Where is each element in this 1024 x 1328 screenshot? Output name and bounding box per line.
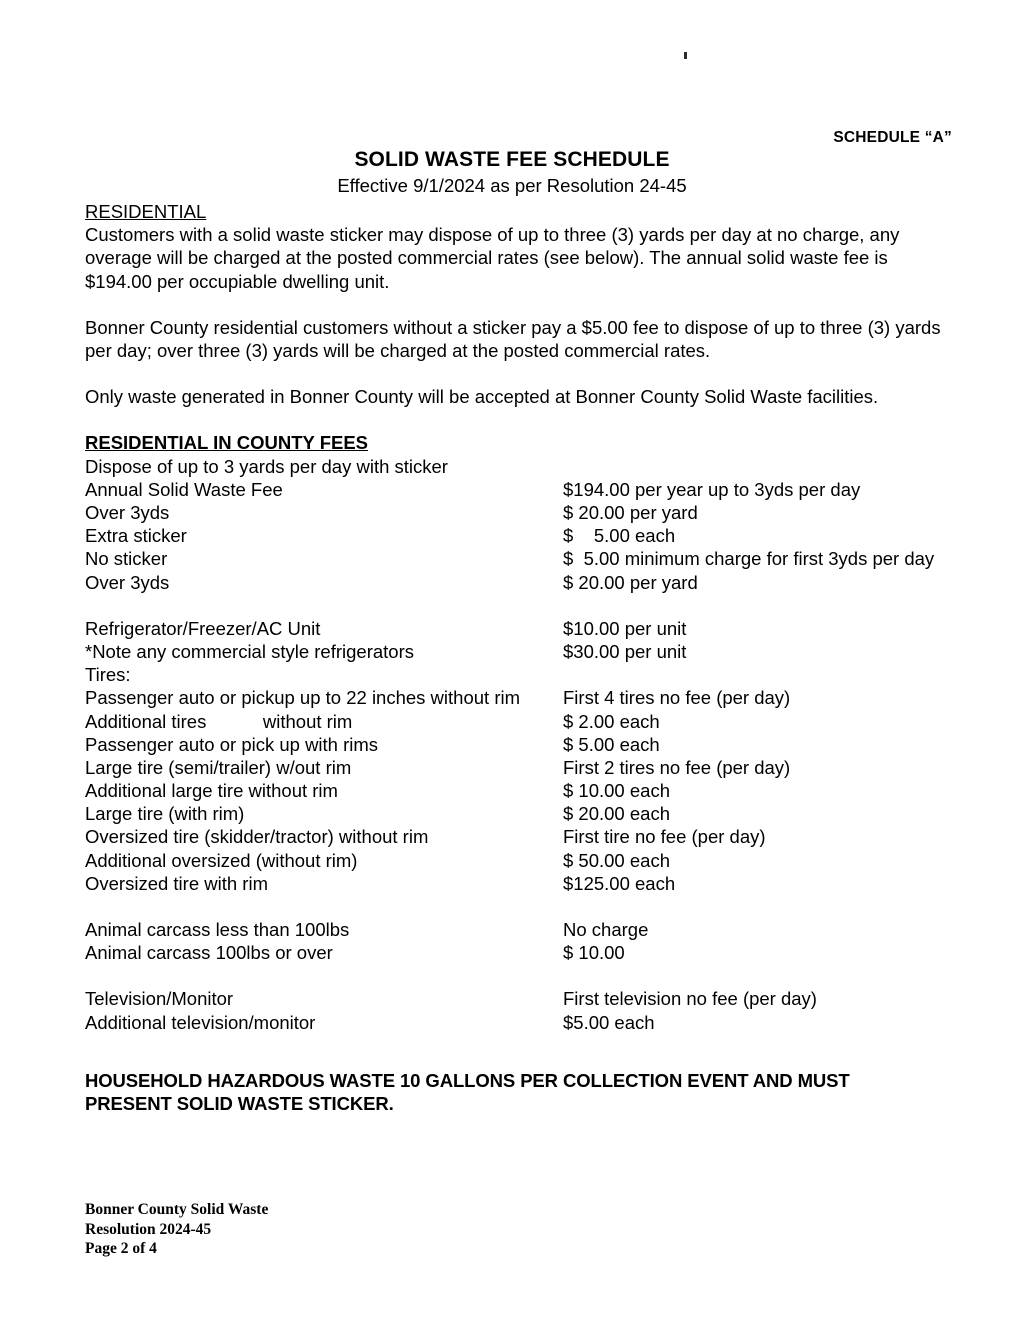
residential-heading: RESIDENTIAL (85, 201, 207, 222)
fee-value: $ 10.00 each (563, 780, 670, 802)
spacer (85, 362, 951, 385)
table-row (85, 733, 951, 756)
fee-value: $ 5.00 minimum charge for first 3yds per day (563, 548, 935, 570)
table-row (85, 918, 951, 941)
table-row (85, 825, 951, 848)
fee-value: $ 10.00 (563, 942, 625, 964)
table-row (85, 872, 951, 895)
table-row (85, 547, 951, 570)
table-row (85, 640, 951, 663)
spacer (85, 895, 951, 918)
residential-paragraph-2: Bonner County residential customers without a sticker pay a $5.00 fee to dispose of up to three (3) yards per day; over three (3) yards will be charged at the posted commercial rates. (85, 316, 941, 362)
fee-label: Television/Monitor (85, 988, 234, 1010)
fee-label: Additional tires without rim (85, 710, 353, 732)
fee-label: Over 3yds (85, 502, 170, 524)
fee-value: $194.00 per year up to 3yds per day (563, 478, 861, 500)
fee-value: $ 20.00 per yard (563, 502, 698, 524)
fee-value: $10.00 per unit (563, 617, 687, 639)
footer-line-2: Resolution 2024-45 (85, 1220, 212, 1238)
footer-line-1: Bonner County Solid Waste (85, 1201, 269, 1218)
fee-label: Animal carcass 100lbs or over (85, 942, 333, 964)
fee-label: *Note any commercial style refrigerators (85, 640, 414, 662)
fee-label: Additional large tire without rim (85, 780, 338, 802)
page-footer (85, 1200, 268, 1259)
notice-line-2: PRESENT SOLID WASTE STICKER. (85, 1093, 394, 1115)
fee-value: $ 5.00 each (563, 525, 676, 547)
table-row (85, 524, 951, 547)
fee-value: $30.00 per unit (563, 640, 687, 662)
fee-label: Passenger auto or pickup up to 22 inches without rim (85, 687, 520, 709)
table-row (85, 987, 951, 1010)
spacer (85, 594, 951, 617)
schedule-tag: SCHEDULE “A” (833, 129, 952, 146)
fee-label: Additional television/monitor (85, 1011, 316, 1033)
fee-value: First 2 tires no fee (per day) (563, 756, 791, 778)
fee-label: Extra sticker (85, 525, 187, 547)
fee-label: Passenger auto or pick up with rims (85, 733, 379, 755)
spacer (85, 408, 951, 431)
fee-value: First television no fee (per day) (563, 988, 817, 1010)
hazardous-waste-notice (85, 1069, 951, 1116)
table-row (85, 1011, 951, 1034)
tires-heading: Tires: (85, 664, 131, 686)
fee-value: First tire no fee (per day) (563, 826, 766, 848)
scan-artifact-speck (684, 52, 687, 59)
fee-label: Over 3yds (85, 571, 170, 593)
notice-line-1: HOUSEHOLD HAZARDOUS WASTE 10 GALLONS PER COLLECTION EVENT AND MUST (85, 1069, 850, 1091)
spacer (85, 1034, 951, 1057)
residential-paragraph-1: Customers with a solid waste sticker may dispose of up to three (3) yards per day at no charge, any overage will be charged at the posted commercial rates (see below). The annual solid waste fee is $194.00 per occupiable dwelling unit. (85, 224, 900, 292)
fee-label: Large tire (with rim) (85, 803, 245, 825)
table-row (85, 802, 951, 825)
fee-value: $ 20.00 each (563, 803, 670, 825)
residential-paragraph-3: Only waste generated in Bonner County will be accepted at Bonner County Solid Waste facilities. (85, 386, 879, 408)
fee-value: $ 5.00 each (563, 733, 660, 755)
table-row (85, 478, 951, 501)
fee-label: Oversized tire with rim (85, 872, 268, 894)
fee-label: Refrigerator/Freezer/AC Unit (85, 617, 321, 639)
table-row (85, 849, 951, 872)
fee-value: $125.00 each (563, 872, 676, 894)
in-county-fees-heading: RESIDENTIAL IN COUNTY FEES (85, 432, 369, 454)
fee-label: Additional oversized (without rim) (85, 849, 358, 871)
table-row (85, 617, 951, 640)
table-row (85, 779, 951, 802)
residential-heading-wrap (85, 200, 951, 223)
fee-value: First 4 tires no fee (per day) (563, 687, 791, 709)
fee-value: $ 20.00 per yard (563, 571, 698, 593)
spacer (85, 293, 951, 316)
table-row (85, 501, 951, 524)
fee-label: Annual Solid Waste Fee (85, 478, 283, 500)
fee-value: No charge (563, 919, 649, 941)
table-row (85, 756, 951, 779)
footer-line-3: Page 2 of 4 (85, 1240, 157, 1257)
spacer (85, 1057, 951, 1069)
fee-label: Animal carcass less than 100lbs (85, 919, 350, 941)
fee-label: No sticker (85, 548, 168, 570)
page-subtitle: Effective 9/1/2024 as per Resolution 24-45 (337, 175, 687, 196)
fee-label: Oversized tire (skidder/tractor) without rim (85, 826, 429, 848)
fee-label: Large tire (semi/trailer) w/out rim (85, 756, 352, 778)
table-row (85, 571, 951, 594)
document-body (85, 200, 951, 1116)
in-county-heading-wrap (85, 431, 951, 454)
page-title: SOLID WASTE FEE SCHEDULE (354, 148, 670, 171)
spacer (85, 964, 951, 987)
in-county-fees-intro: Dispose of up to 3 yards per day with sticker (85, 455, 448, 477)
fee-value: $ 2.00 each (563, 710, 660, 732)
table-row (85, 686, 951, 709)
fee-value: $5.00 each (563, 1011, 655, 1033)
table-row (85, 710, 951, 733)
table-row (85, 941, 951, 964)
fee-value: $ 50.00 each (563, 849, 670, 871)
